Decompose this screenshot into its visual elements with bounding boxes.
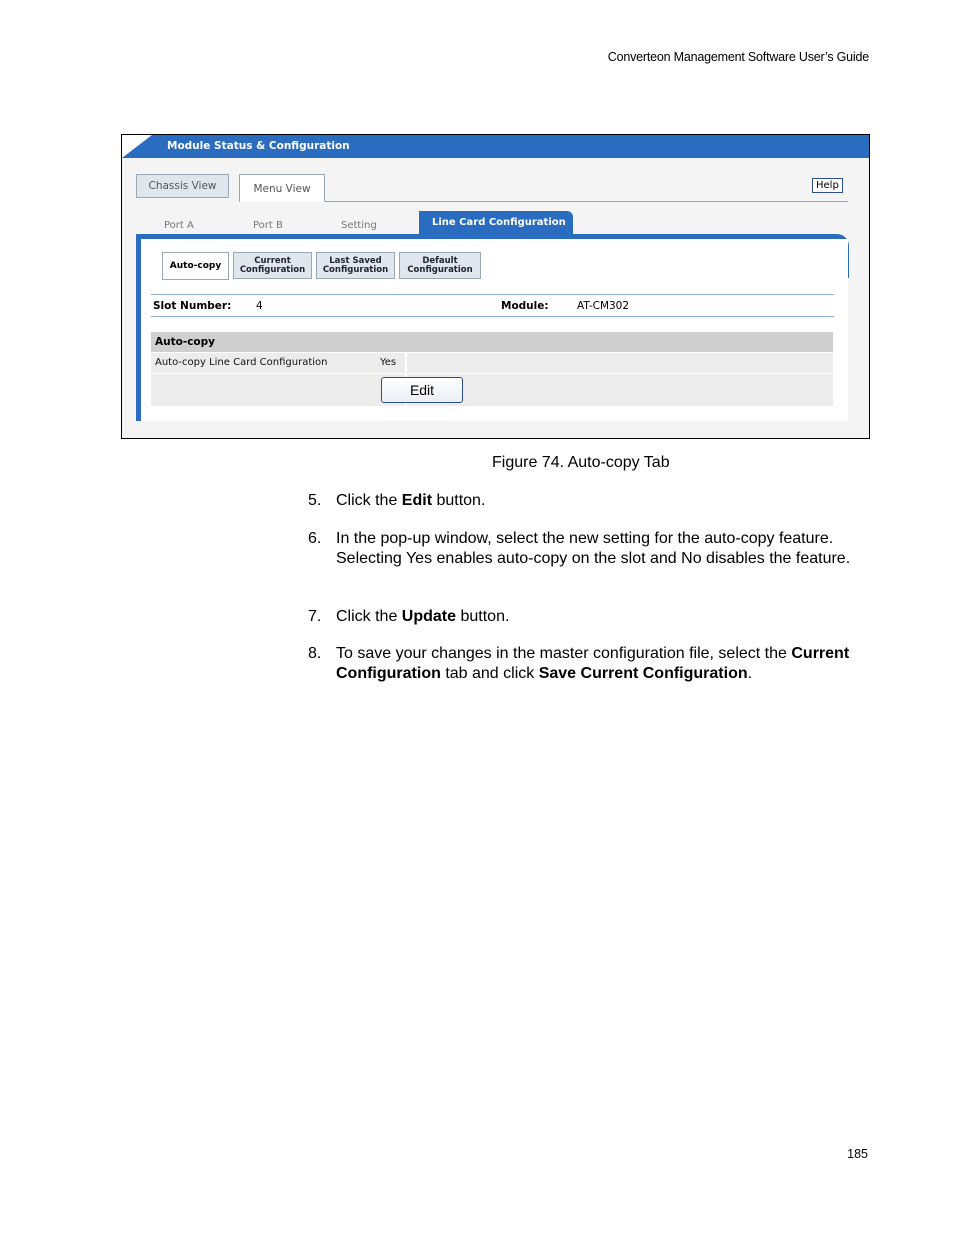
step-number: 5.: [308, 492, 322, 509]
banner-notch: [122, 135, 152, 158]
tab-line-card-configuration[interactable]: Line Card Configuration: [419, 211, 573, 234]
running-header: Converteon Management Software User’s Guide: [607, 50, 869, 64]
banner-title: Module Status & Configuration: [167, 140, 350, 152]
menu-view-button[interactable]: Menu View: [239, 174, 325, 202]
step-number: 6.: [308, 530, 322, 547]
subtab-auto-copy[interactable]: Auto-copy: [162, 252, 229, 280]
edit-button[interactable]: Edit: [381, 377, 463, 403]
action-row: [151, 374, 833, 406]
info-top-rule: [151, 294, 834, 295]
tab-port-b[interactable]: Port B: [253, 220, 283, 231]
page-number: 185: [847, 1147, 868, 1161]
module-label: Module:: [501, 300, 549, 312]
step-text: Click the Update button.: [336, 608, 510, 625]
step-text: Click the Edit button.: [336, 492, 486, 509]
module-value: AT-CM302: [577, 300, 630, 312]
tab-setting[interactable]: Setting: [341, 220, 377, 231]
figure-caption: Figure 74. Auto-copy Tab: [492, 454, 670, 471]
section-header: Auto-copy: [151, 332, 833, 352]
step-text: To save your changes in the master configuration file, select the Current Configuration tab and click Save Current Configuration.: [336, 645, 850, 682]
view-divider: [325, 201, 848, 202]
column-divider: [405, 353, 407, 373]
info-bottom-rule: [151, 316, 834, 317]
tab-port-a[interactable]: Port A: [164, 220, 194, 231]
help-button[interactable]: Help: [812, 178, 843, 193]
slot-number-label: Slot Number:: [153, 300, 232, 312]
setting-label: Auto-copy Line Card Configuration: [155, 357, 328, 368]
setting-value: Yes: [380, 357, 397, 368]
step-number: 8.: [308, 645, 322, 662]
step-text: In the pop-up window, select the new setting for the auto-copy feature. Selecting Yes enables auto-copy on the slot and No disables the feature.: [336, 530, 851, 567]
subtab-current-configuration[interactable]: Current Configuration: [233, 252, 312, 279]
slot-number-value: 4: [256, 300, 263, 312]
subtab-default-configuration[interactable]: Default Configuration: [399, 252, 481, 279]
setting-row: [151, 353, 833, 373]
chassis-view-button[interactable]: Chassis View: [136, 174, 229, 198]
screenshot-figure: [121, 134, 870, 439]
step-number: 7.: [308, 608, 322, 625]
subtab-last-saved-configuration[interactable]: Last Saved Configuration: [316, 252, 395, 279]
